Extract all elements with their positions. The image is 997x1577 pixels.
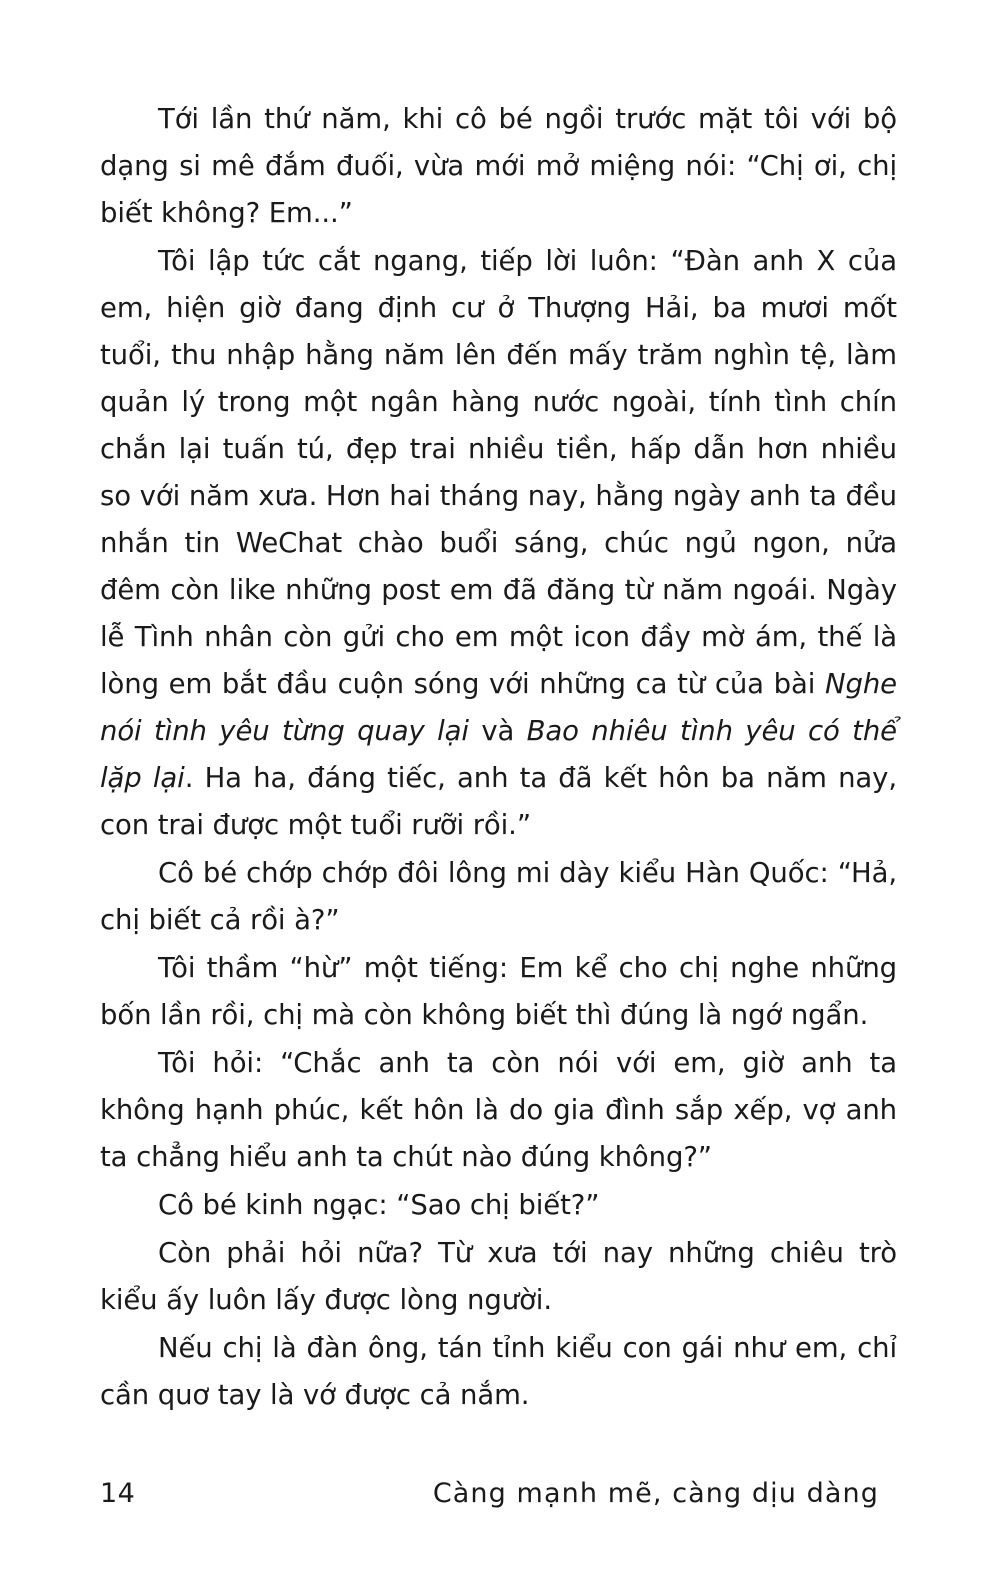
page-body: [100, 96, 897, 1419]
paragraph-4: Tôi thầm “hừ” một tiếng: Em kể cho chị nghe những bốn lần rồi, chị mà còn không biết thì đúng là ngớ ngẩn.: [100, 952, 897, 1031]
running-title: Càng mạnh mẽ, càng dịu dàng: [432, 1478, 879, 1509]
paragraph-2: Tôi lập tức cắt ngang, tiếp lời luôn: “Đàn anh X của em, hiện giờ đang định cư ở Thượng Hải, ba mươi mốt tuổi, thu nhập hằng năm lên đến mấy trăm nghìn tệ, làm quản lý trong một ngân hàng nước ngoài, tính tình chín chắn lại tuấn tú, đẹp trai nhiều tiền, hấp dẫn hơn nhiều so với năm xưa. Hơn hai tháng nay, hằng ngày anh ta đều nhắn tin WeChat chào buổi sáng, chúc ngủ ngon, nửa đêm còn like những post em đã đăng từ năm ngoái. Ngày lễ Tình nhân còn gửi cho em một icon đầy mờ ám, thế là lòng em bắt đầu cuộn sóng với những ca từ của bài Nghe nói tình yêu từng quay lại và Bao nhiêu tình yêu có thể lặp lại. Ha ha, đáng tiếc, anh ta đã kết hôn ba năm nay, con trai được một tuổi rưỡi rồi.”: [100, 245, 897, 841]
page-number: 14: [100, 1478, 136, 1509]
paragraph-1: Tới lần thứ năm, khi cô bé ngồi trước mặt tôi với bộ dạng si mê đắm đuối, vừa mới mở miệng nói: “Chị ơi, chị biết không? Em...”: [100, 103, 897, 229]
paragraph-8: Nếu chị là đàn ông, tán tỉnh kiểu con gái như em, chỉ cần quơ tay là vớ được cả nắm.: [100, 1332, 897, 1411]
paragraph-6: Cô bé kinh ngạc: “Sao chị biết?”: [158, 1189, 600, 1221]
paragraph-5: Tôi hỏi: “Chắc anh ta còn nói với em, giờ anh ta không hạnh phúc, kết hôn là do gia đình sắp xếp, vợ anh ta chẳng hiểu anh ta chút nào đúng không?”: [100, 1047, 897, 1173]
page-footer: [100, 1478, 897, 1509]
paragraph-7: Còn phải hỏi nữa? Từ xưa tới nay những chiêu trò kiểu ấy luôn lấy được lòng người.: [100, 1237, 897, 1316]
paragraph-3: Cô bé chớp chớp đôi lông mi dày kiểu Hàn Quốc: “Hả, chị biết cả rồi à?”: [100, 857, 897, 936]
